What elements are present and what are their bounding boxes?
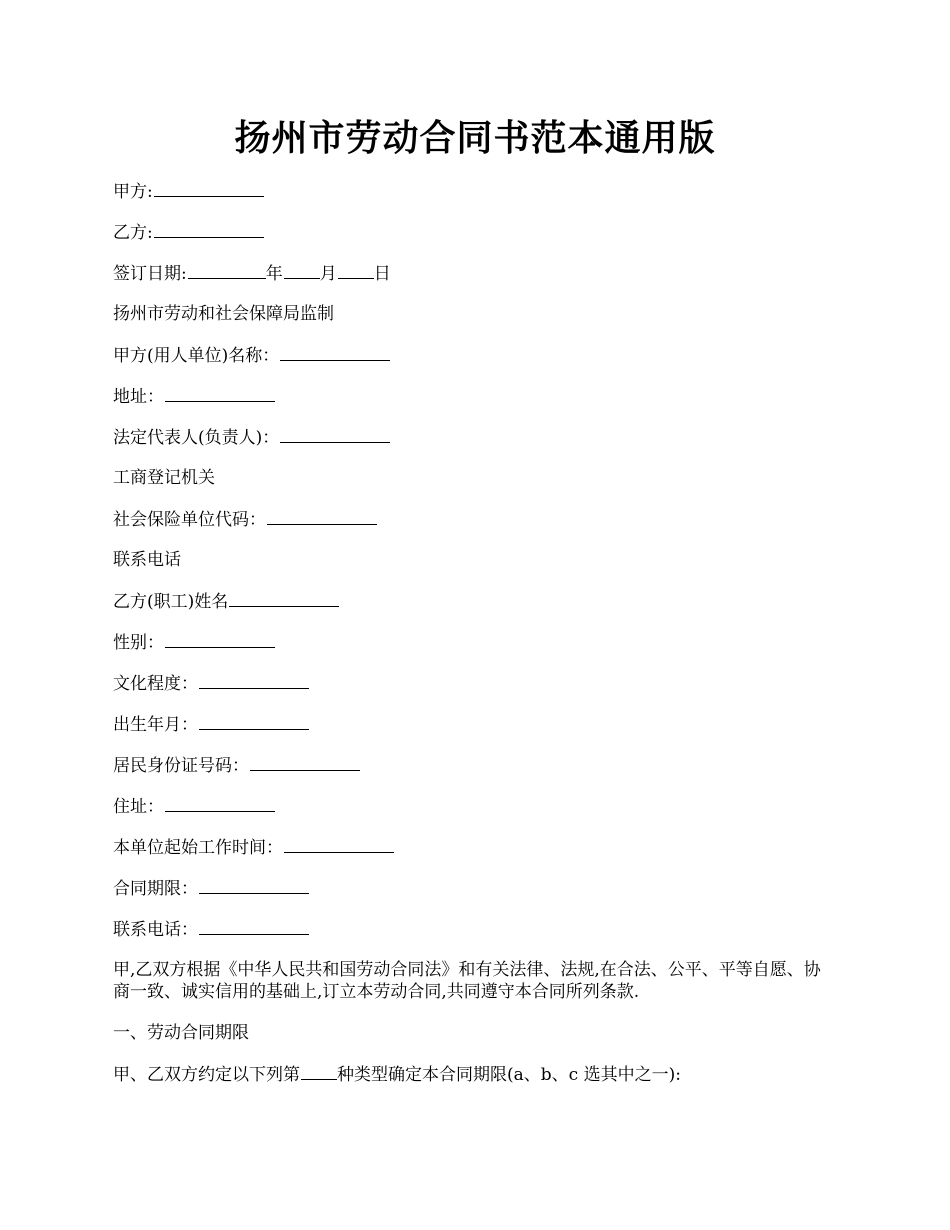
supervisor-line: 扬州市劳动和社会保障局监制	[113, 304, 334, 324]
party-a-name-blank[interactable]	[280, 344, 390, 361]
sign-month-blank[interactable]	[284, 262, 320, 279]
party-a-phone-line: 联系电话	[113, 550, 181, 570]
sign-date-line	[113, 262, 843, 284]
sign-year-blank[interactable]	[188, 262, 266, 279]
intro-paragraph: 甲,乙双方根据《中华人民共和国劳动合同法》和有关法律、法规,在合法、公平、平等自愿、协商一致、诚实信用的基础上,订立本劳动合同,共同遵守本合同所列条款.	[113, 960, 821, 1002]
document-body	[113, 180, 843, 1104]
sign-date-label: 签订日期:	[113, 264, 187, 284]
start-time-blank[interactable]	[284, 836, 394, 853]
party-b-address-label: 住址：	[113, 797, 164, 817]
education-label: 文化程度：	[113, 674, 198, 694]
party-a-label: 甲方:	[113, 182, 153, 202]
legal-rep-line	[113, 426, 843, 448]
party-b-line	[113, 221, 843, 243]
party-b-phone-line	[113, 918, 843, 940]
education-blank[interactable]	[199, 672, 309, 689]
section-1-text-after: 种类型确定本合同期限(a、b、c 选其中之一):	[337, 1065, 681, 1085]
sign-day-blank[interactable]	[338, 262, 374, 279]
party-b-address-line	[113, 795, 843, 817]
party-a-name-line	[113, 344, 843, 366]
start-time-line	[113, 836, 843, 858]
gender-blank[interactable]	[165, 631, 275, 648]
birth-label: 出生年月：	[113, 715, 198, 735]
id-number-line	[113, 754, 843, 776]
contract-type-blank[interactable]	[301, 1063, 337, 1080]
party-b-name-blank[interactable]	[229, 590, 339, 607]
gender-line	[113, 631, 843, 653]
birth-blank[interactable]	[199, 713, 309, 730]
start-time-label: 本单位起始工作时间：	[113, 838, 283, 858]
birth-line	[113, 713, 843, 735]
party-a-address-label: 地址：	[113, 387, 164, 407]
party-b-name-label: 乙方(职工)姓名	[113, 592, 229, 612]
party-a-address-blank[interactable]	[165, 385, 275, 402]
social-insurance-code-line	[113, 508, 843, 530]
party-b-name-line	[113, 590, 843, 612]
contract-term-line	[113, 877, 843, 899]
contract-term-label: 合同期限：	[113, 879, 198, 899]
social-insurance-code-blank[interactable]	[267, 508, 377, 525]
party-b-blank[interactable]	[154, 221, 264, 238]
registration-authority-line: 工商登记机关	[113, 468, 215, 488]
legal-rep-blank[interactable]	[280, 426, 390, 443]
section-1-text-before: 甲、乙双方约定以下列第	[113, 1065, 300, 1085]
party-a-address-line	[113, 385, 843, 407]
document-title: 扬州市劳动合同书范本通用版	[234, 117, 716, 159]
party-b-label: 乙方:	[113, 223, 153, 243]
contract-term-blank[interactable]	[199, 877, 309, 894]
social-insurance-code-label: 社会保险单位代码：	[113, 510, 266, 530]
gender-label: 性别：	[113, 633, 164, 653]
education-line	[113, 672, 843, 694]
party-a-blank[interactable]	[154, 180, 264, 197]
section-1-heading: 一、劳动合同期限	[113, 1023, 249, 1043]
month-label: 月	[319, 264, 337, 284]
legal-rep-label: 法定代表人(负责人)：	[113, 428, 280, 448]
party-b-address-blank[interactable]	[165, 795, 275, 812]
day-label: 日	[373, 264, 391, 284]
party-a-line	[113, 180, 843, 202]
party-b-phone-label: 联系电话：	[113, 920, 198, 940]
party-b-phone-blank[interactable]	[199, 918, 309, 935]
id-number-label: 居民身份证号码：	[113, 756, 249, 776]
id-number-blank[interactable]	[250, 754, 360, 771]
party-a-name-label: 甲方(用人单位)名称：	[113, 346, 280, 366]
section-1-text	[113, 1063, 843, 1085]
year-label: 年	[265, 264, 283, 284]
